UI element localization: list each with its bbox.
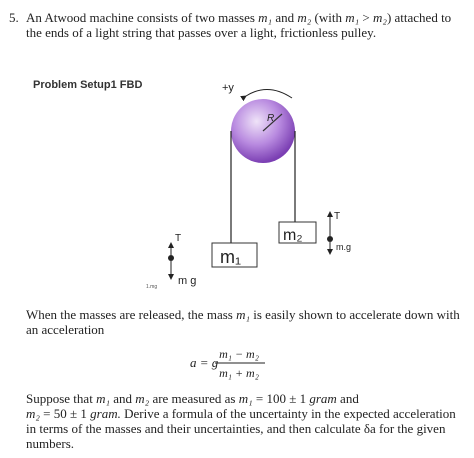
paragraph2-line4: numbers. (26, 436, 75, 451)
left-fbd-point (168, 255, 174, 261)
var-m1: m₁ (238, 391, 253, 406)
paragraph2-line1 (26, 391, 359, 406)
paragraph2-line3: in terms of the masses and their uncertainties, and then calculate δa for the given (26, 421, 446, 436)
para-text: = 100 ± 1 (252, 391, 310, 406)
right-tension-label: T (334, 211, 341, 222)
y-axis-label: +y (222, 82, 234, 94)
figure-title: Problem Setup1 FBD (33, 79, 143, 91)
unit: gram (309, 391, 337, 406)
var-m2: m₂ (26, 406, 40, 421)
left-weight-label: m g (178, 275, 197, 287)
right-weight-label: m.g (336, 242, 352, 252)
paragraph2-line2 (26, 406, 456, 421)
var-m1: m₁ (258, 10, 273, 25)
problem-text: and (272, 10, 298, 25)
left-tension-label: T (175, 233, 182, 244)
var-m1: m₁ (236, 307, 251, 322)
para-text: Suppose that (26, 391, 97, 406)
para-text: are measured as (149, 391, 239, 406)
unit: gram. (90, 406, 121, 421)
var-m2: m₂ (373, 10, 387, 25)
var-m2: m₂ (135, 391, 150, 406)
problem-text: > (359, 10, 374, 25)
problem-text: An Atwood machine consists of two masses (26, 10, 259, 25)
problem-statement-line2: the ends of a light string that passes over a light, frictionless pulley. (26, 25, 377, 40)
right-fbd-point (327, 236, 333, 242)
var-m1: m₁ (345, 10, 360, 25)
equation-lhs: a = g (190, 355, 219, 370)
mass-label-m2: m₂ (283, 227, 303, 244)
problem-text: (with (311, 10, 346, 25)
para-text: and (336, 391, 359, 406)
radius-label: R (267, 113, 275, 124)
problem-text: ) attached to (386, 10, 452, 25)
para-text: Derive a formula of the uncertainty in the expected acceleration (120, 406, 456, 421)
rotation-arrow (246, 89, 292, 98)
para-text: is easily shown to accelerate down with (250, 307, 460, 322)
equation-denominator: m₁ + m₂ (219, 366, 259, 380)
mass-label-m1: m₁ (220, 247, 242, 267)
problem-number: 5. (9, 10, 19, 25)
para-text: and (109, 391, 136, 406)
var-m2: m₂ (297, 10, 312, 25)
equation-numerator: m₁ − m₂ (219, 347, 259, 361)
para-text: = 50 ± 1 (39, 406, 91, 421)
var-m1: m₁ (96, 391, 110, 406)
para-text: When the masses are released, the mass (26, 307, 237, 322)
left-small-label: 1.mg (146, 284, 158, 290)
paragraph1-line1 (26, 307, 460, 322)
paragraph1-line2: an acceleration (26, 322, 105, 337)
